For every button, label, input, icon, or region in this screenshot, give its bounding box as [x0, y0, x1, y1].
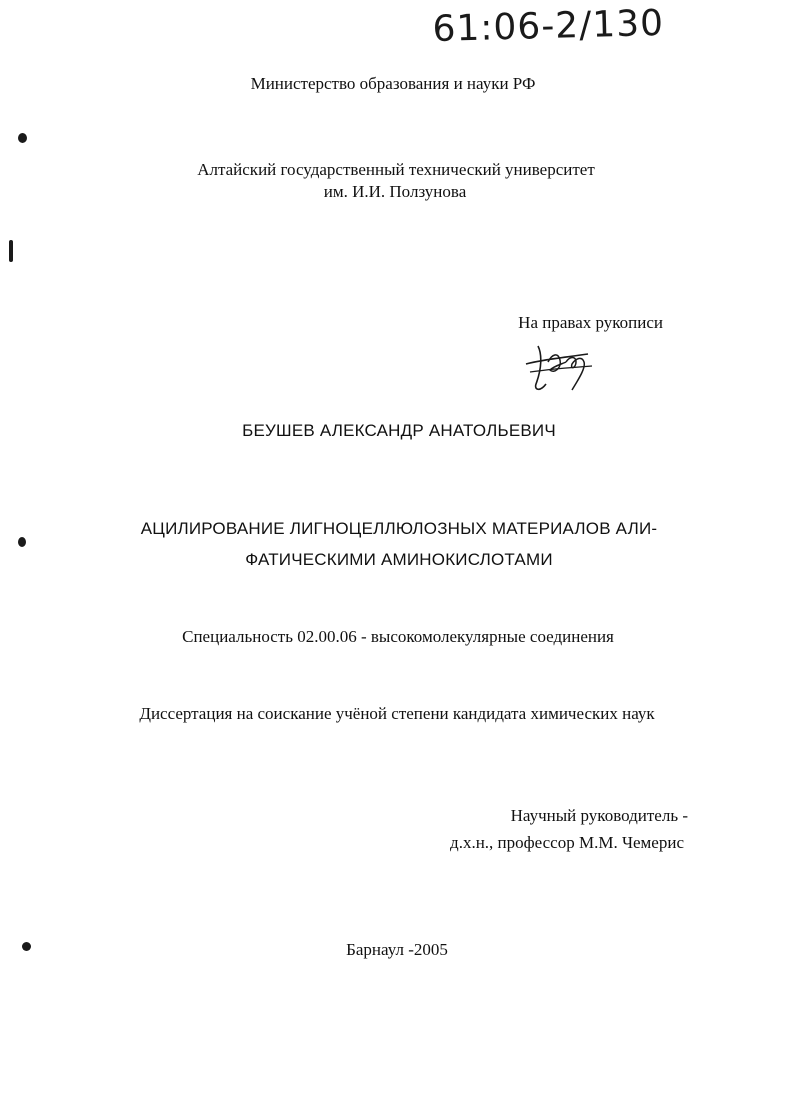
signature — [520, 340, 600, 396]
rights-notice: На правах рукописи — [518, 313, 663, 332]
ministry-line: Министерство образования и науки РФ — [250, 74, 536, 93]
binding-edge-mark — [9, 240, 13, 262]
city-year: Барнаул -2005 — [346, 940, 448, 959]
dissertation-line: Диссертация на соискание учёной степени кандидата химических наук — [139, 704, 655, 723]
university-line: Алтайский государственный технический университет — [197, 160, 595, 179]
specialty-line: Специальность 02.00.06 - высокомолекулярные соединения — [182, 627, 614, 646]
author-name: БЕУШЕВ АЛЕКСАНДР АНАТОЛЬЕВИЧ — [242, 421, 556, 440]
supervisor-name: д.х.н., профессор М.М. Чемерис — [450, 833, 684, 852]
title-line-2: ФАТИЧЕСКИМИ АМИНОКИСЛОТАМИ — [245, 550, 553, 569]
archive-number: 61:06-2/130 — [432, 2, 665, 50]
university-name-line: им. И.И. Ползунова — [323, 182, 467, 201]
binding-hole-mark — [18, 133, 27, 143]
supervisor-label: Научный руководитель - — [510, 806, 688, 825]
title-line-1: АЦИЛИРОВАНИЕ ЛИГНОЦЕЛЛЮЛОЗНЫХ МАТЕРИАЛОВ АЛИ- — [140, 519, 658, 538]
